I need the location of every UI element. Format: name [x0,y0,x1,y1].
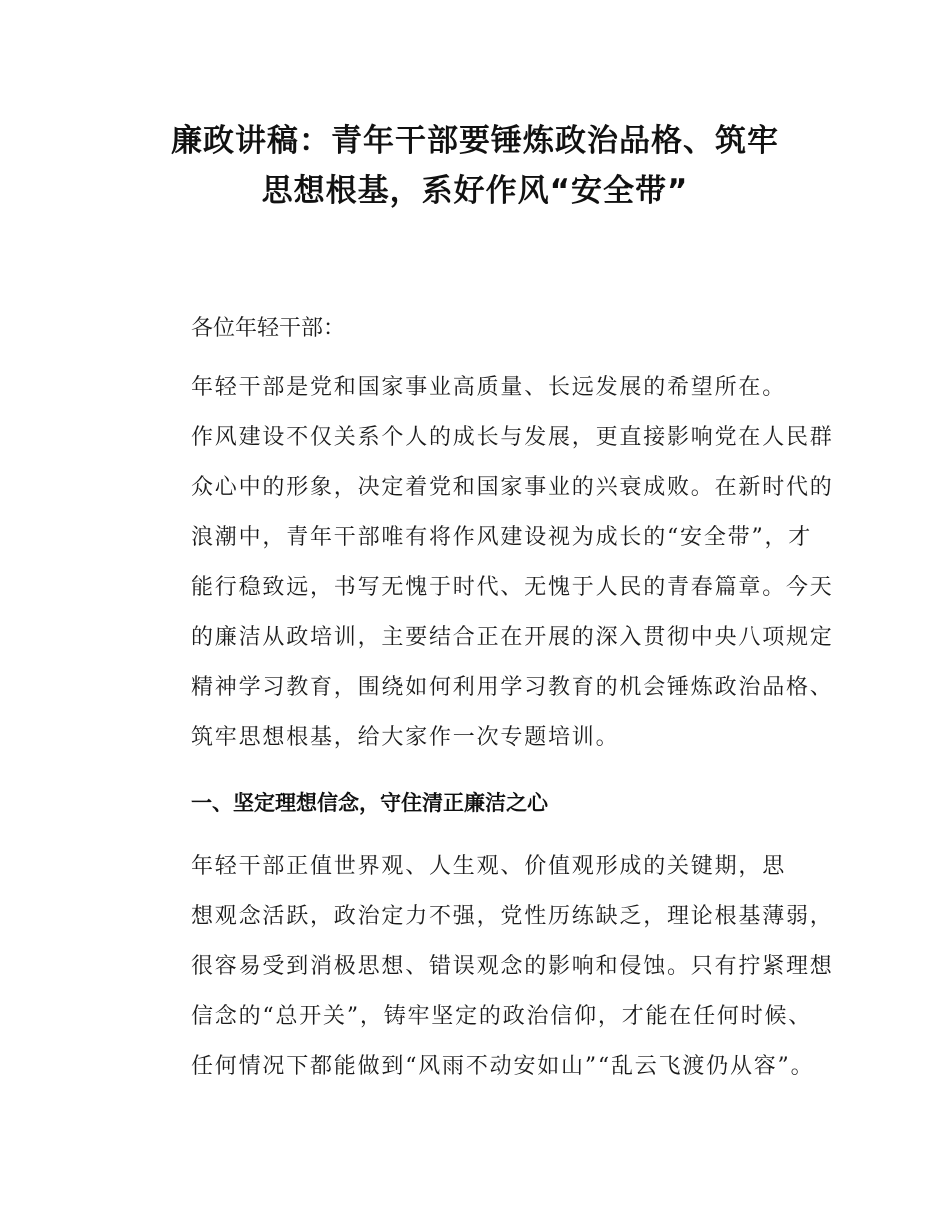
paragraph-line: 信念的“总开关”，铸牢坚定的政治信仰，才能在任何时候、 [191,1004,813,1029]
paragraph-line: 众心中的形象，决定着党和国家事业的兴衰成败。在新时代的 [191,475,834,500]
paragraph-line: 能行稳致远，书写无愧于时代、无愧于人民的青春篇章。今天 [191,575,834,600]
title-line-2: 思想根基，系好作风“安全带” [261,173,689,209]
paragraph-line: 年轻干部是党和国家事业高质量、长远发展的希望所在。 [191,375,787,400]
paragraph-line: 作风建设不仅关系个人的成长与发展，更直接影响党在人民群 [191,425,834,450]
document-title [130,116,820,216]
paragraph-line: 精神学习教育，围绕如何利用学习教育的机会锤炼政治品格、 [191,675,834,700]
paragraph-line: 很容易受到消极思想、错误观念的影响和侵蚀。只有拧紧理想 [191,954,834,979]
section-heading-1: 一、坚定理想信念，守住清正廉洁之心 [191,791,548,815]
salutation: 各位年轻干部： [191,316,346,341]
paragraph-intro [143,363,834,763]
paragraph-line: 浪潮中，青年干部唯有将作风建设视为成长的“安全带”，才 [191,525,813,550]
paragraph-line: 筑牢思想根基，给大家作一次专题培训。 [191,725,620,750]
paragraph-line: 年轻干部正值世界观、人生观、价值观形成的关键期，思 [191,854,787,879]
paragraph-line: 任何情况下都能做到“风雨不动安如山”“乱云飞渡仍从容”。 [191,1054,815,1079]
title-line-1: 廉政讲稿：青年干部要锤炼政治品格、筑牢 [171,123,779,159]
paragraph-section-1 [143,842,834,1092]
paragraph-line: 的廉洁从政培训，主要结合正在开展的深入贯彻中央八项规定 [191,625,834,650]
paragraph-line: 想观念活跃，政治定力不强，党性历练缺乏，理论根基薄弱， [191,904,834,929]
